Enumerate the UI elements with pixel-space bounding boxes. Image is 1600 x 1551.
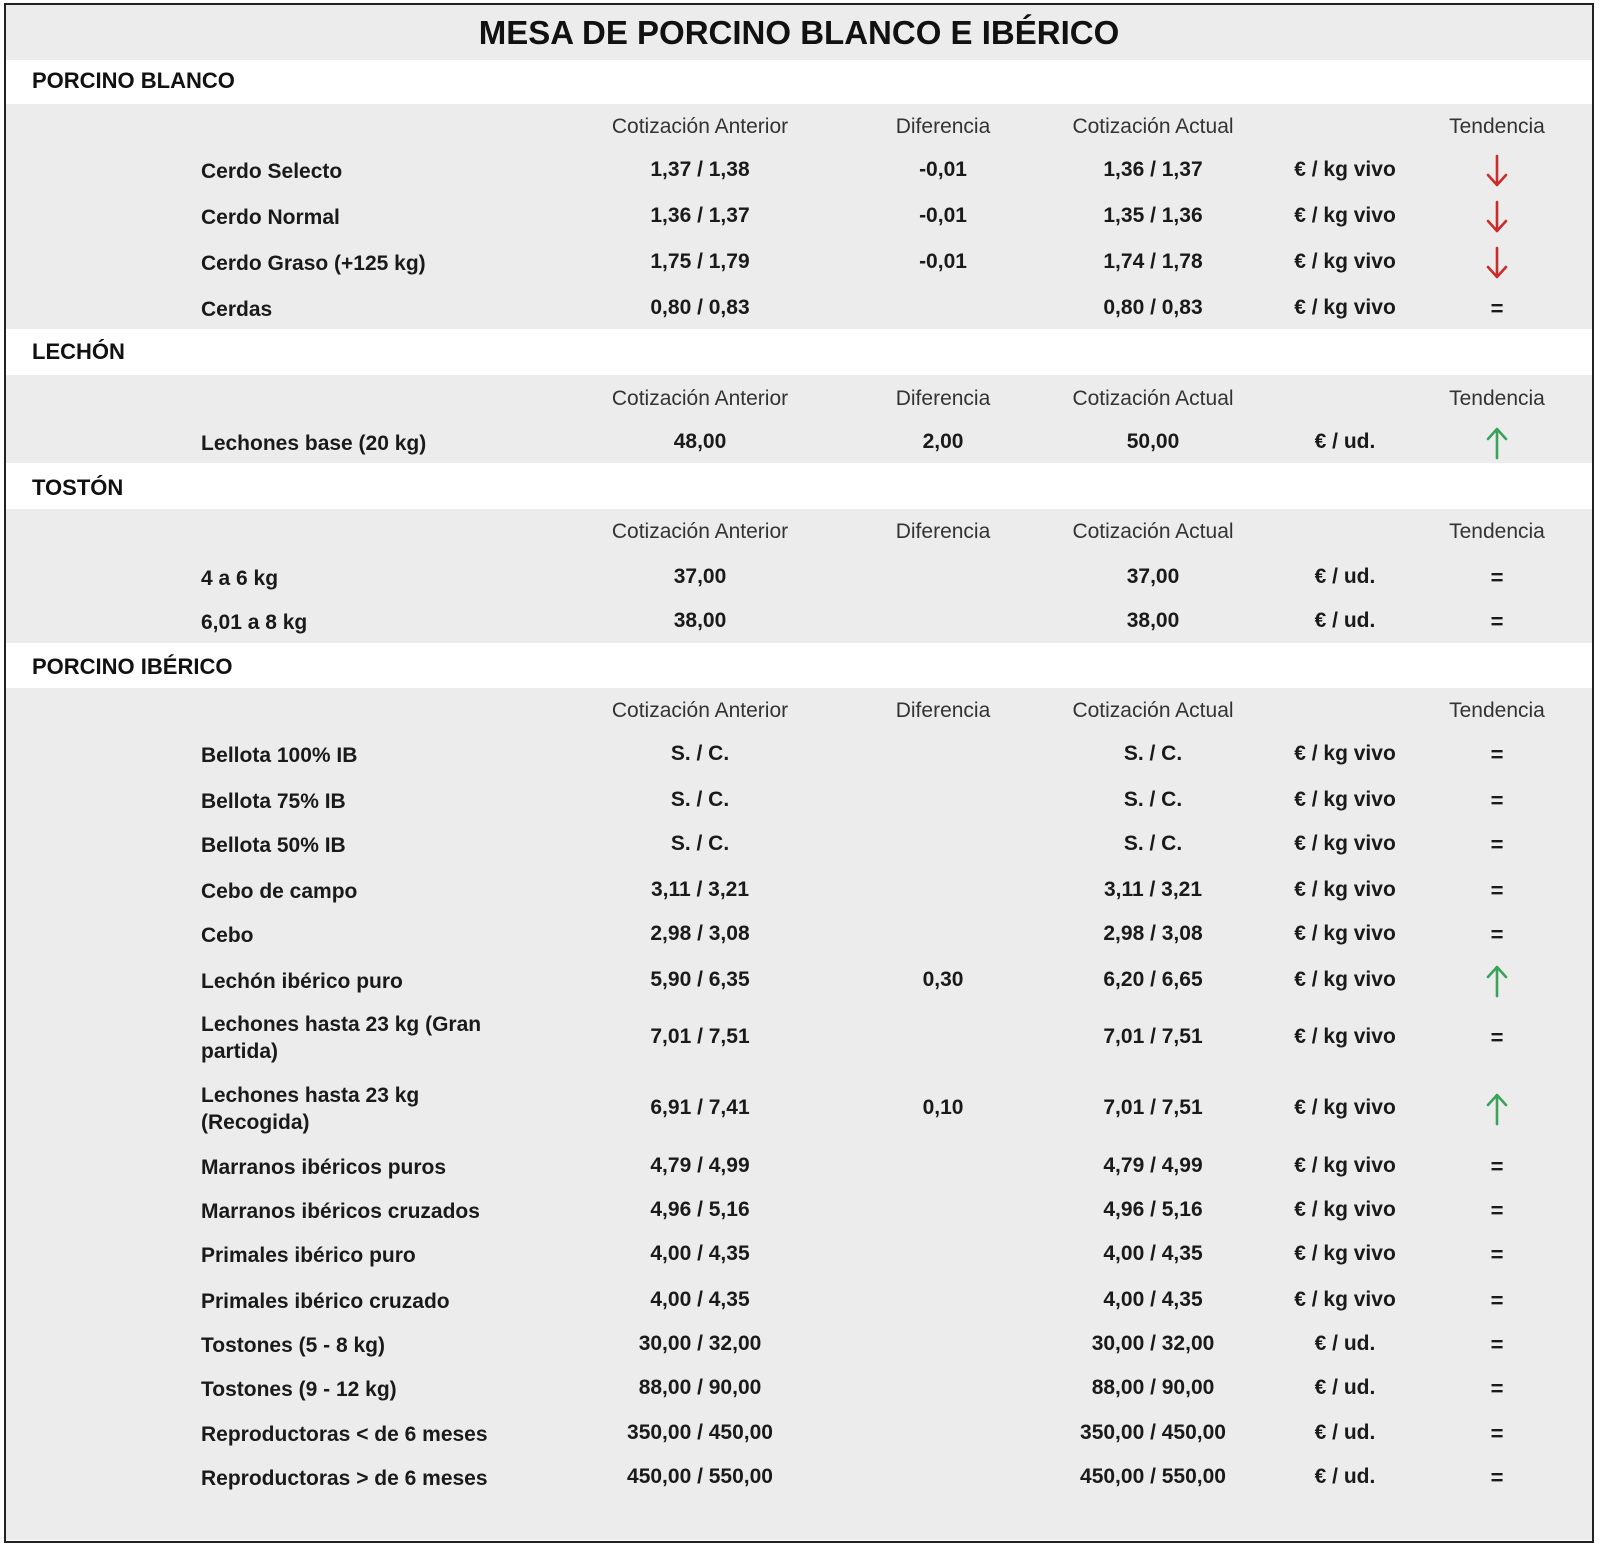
arrow-down-icon xyxy=(1485,200,1509,234)
cotizacion-actual-value: 1,35 / 1,36 xyxy=(1103,204,1203,227)
cotizacion-anterior-value: S. / C. xyxy=(670,742,730,765)
cotizacion-anterior-value: 0,80 / 0,83 xyxy=(650,296,750,319)
row-label: Tostones (9 - 12 kg) xyxy=(201,1378,397,1401)
cotizacion-anterior-value: 88,00 / 90,00 xyxy=(638,1376,762,1399)
trend-equal: = xyxy=(1490,1332,1504,1357)
header-diferencia: Diferencia xyxy=(895,387,991,410)
header-diferencia: Diferencia xyxy=(895,520,991,543)
cotizacion-anterior-value: 38,00 xyxy=(673,609,727,632)
section-title: PORCINO BLANCO xyxy=(32,68,235,93)
row-label: Reproductoras < de 6 meses xyxy=(201,1423,488,1446)
page-title: MESA DE PORCINO BLANCO E IBÉRICO xyxy=(6,5,1592,60)
cotizacion-anterior-value: 3,11 / 3,21 xyxy=(650,878,750,901)
row-label: Marranos ibéricos cruzados xyxy=(201,1200,480,1223)
arrow-up-icon xyxy=(1485,426,1509,460)
cotizacion-anterior-value: 4,96 / 5,16 xyxy=(650,1198,750,1221)
trend-equal: = xyxy=(1490,1465,1504,1490)
trend-equal: = xyxy=(1490,832,1504,857)
header-cotizacion-anterior: Cotización Anterior xyxy=(611,699,789,722)
unit-label: € / ud. xyxy=(1314,1421,1376,1444)
row-label: Marranos ibéricos puros xyxy=(201,1156,447,1179)
header-cotizacion-anterior: Cotización Anterior xyxy=(611,115,789,138)
cotizacion-anterior-value: 1,37 / 1,38 xyxy=(650,158,750,181)
row-label: Lechones base (20 kg) xyxy=(201,432,427,455)
cotizacion-anterior-value: 450,00 / 550,00 xyxy=(627,1465,773,1488)
row-label: Reproductoras > de 6 meses xyxy=(201,1467,488,1490)
cotizacion-actual-value: 1,74 / 1,78 xyxy=(1103,250,1203,273)
row-label: Cerdo Normal xyxy=(201,206,340,229)
cotizacion-actual-value: 30,00 / 32,00 xyxy=(1091,1332,1215,1355)
header-tendencia: Tendencia xyxy=(1449,699,1545,722)
unit-label: € / kg vivo xyxy=(1294,832,1396,855)
header-cotizacion-anterior: Cotización Anterior xyxy=(611,520,789,543)
header-diferencia: Diferencia xyxy=(895,699,991,722)
row-label: 4 a 6 kg xyxy=(201,567,279,590)
cotizacion-actual-value: 4,00 / 4,35 xyxy=(1103,1242,1203,1265)
diferencia-value: -0,01 xyxy=(919,204,967,227)
cotizacion-actual-value: S. / C. xyxy=(1123,832,1183,855)
row-label: Primales ibérico puro xyxy=(201,1244,416,1267)
header-tendencia: Tendencia xyxy=(1449,387,1545,410)
cotizacion-actual-value: 7,01 / 7,51 xyxy=(1103,1096,1203,1119)
cotizacion-anterior-value: 7,01 / 7,51 xyxy=(650,1025,750,1048)
unit-label: € / ud. xyxy=(1314,1332,1376,1355)
unit-label: € / kg vivo xyxy=(1294,1096,1396,1119)
cotizacion-anterior-value: 30,00 / 32,00 xyxy=(638,1332,762,1355)
trend-equal: = xyxy=(1490,296,1504,321)
row-label: Bellota 75% IB xyxy=(201,790,346,813)
row-label: Cerdo Selecto xyxy=(201,160,343,183)
cotizacion-anterior-value: 2,98 / 3,08 xyxy=(650,922,750,945)
cotizacion-actual-value: 88,00 / 90,00 xyxy=(1091,1376,1215,1399)
unit-label: € / kg vivo xyxy=(1294,158,1396,181)
arrow-up-icon xyxy=(1485,964,1509,998)
cotizacion-anterior-value: 48,00 xyxy=(673,430,727,453)
cotizacion-anterior-value: 4,00 / 4,35 xyxy=(650,1242,750,1265)
cotizacion-anterior-value: 6,91 / 7,41 xyxy=(650,1096,750,1119)
trend-equal: = xyxy=(1490,565,1504,590)
diferencia-value: -0,01 xyxy=(919,158,967,181)
cotizacion-actual-value: S. / C. xyxy=(1123,788,1183,811)
arrow-up-icon xyxy=(1485,1092,1509,1126)
cotizacion-actual-value: 6,20 / 6,65 xyxy=(1103,968,1203,991)
cotizacion-anterior-value: 1,75 / 1,79 xyxy=(650,250,750,273)
row-label: Cerdo Graso (+125 kg) xyxy=(201,252,426,275)
diferencia-value: 0,10 xyxy=(922,1096,964,1119)
trend-equal: = xyxy=(1490,1421,1504,1446)
diferencia-value: -0,01 xyxy=(919,250,967,273)
unit-label: € / kg vivo xyxy=(1294,296,1396,319)
header-cotizacion-actual: Cotización Actual xyxy=(1072,520,1234,543)
cotizacion-actual-value: 1,36 / 1,37 xyxy=(1103,158,1203,181)
trend-equal: = xyxy=(1490,878,1504,903)
cotizacion-actual-value: 0,80 / 0,83 xyxy=(1103,296,1203,319)
unit-label: € / ud. xyxy=(1314,430,1376,453)
unit-label: € / ud. xyxy=(1314,1376,1376,1399)
trend-equal: = xyxy=(1490,1198,1504,1223)
unit-label: € / ud. xyxy=(1314,1465,1376,1488)
row-label: Lechón ibérico puro xyxy=(201,970,403,993)
row-label: Cebo xyxy=(201,924,254,947)
section-title: TOSTÓN xyxy=(32,475,124,500)
trend-equal: = xyxy=(1490,788,1504,813)
cotizacion-actual-value: 50,00 xyxy=(1126,430,1180,453)
trend-equal: = xyxy=(1490,609,1504,634)
cotizacion-anterior-value: S. / C. xyxy=(670,788,730,811)
cotizacion-actual-value: 37,00 xyxy=(1126,565,1180,588)
cotizacion-actual-value: 7,01 / 7,51 xyxy=(1103,1025,1203,1048)
trend-equal: = xyxy=(1490,1154,1504,1179)
diferencia-value: 0,30 xyxy=(922,968,964,991)
unit-label: € / kg vivo xyxy=(1294,1154,1396,1177)
unit-label: € / kg vivo xyxy=(1294,878,1396,901)
row-label: Cerdas xyxy=(201,298,273,321)
cotizacion-actual-value: 450,00 / 550,00 xyxy=(1080,1465,1226,1488)
cotizacion-anterior-value: S. / C. xyxy=(670,832,730,855)
row-label: Cebo de campo xyxy=(201,880,358,903)
unit-label: € / ud. xyxy=(1314,565,1376,588)
header-cotizacion-actual: Cotización Actual xyxy=(1072,699,1234,722)
unit-label: € / kg vivo xyxy=(1294,204,1396,227)
cotizacion-actual-value: 38,00 xyxy=(1126,609,1180,632)
cotizacion-anterior-value: 5,90 / 6,35 xyxy=(650,968,750,991)
trend-equal: = xyxy=(1490,742,1504,767)
unit-label: € / kg vivo xyxy=(1294,1025,1396,1048)
header-cotizacion-actual: Cotización Actual xyxy=(1072,115,1234,138)
price-table-sheet xyxy=(4,3,1594,1543)
trend-equal: = xyxy=(1490,1376,1504,1401)
cotizacion-anterior-value: 4,00 / 4,35 xyxy=(650,1288,750,1311)
trend-equal: = xyxy=(1490,1025,1504,1050)
cotizacion-actual-value: 4,00 / 4,35 xyxy=(1103,1288,1203,1311)
trend-equal: = xyxy=(1490,1288,1504,1313)
cotizacion-actual-value: S. / C. xyxy=(1123,742,1183,765)
header-cotizacion-anterior: Cotización Anterior xyxy=(611,387,789,410)
cotizacion-anterior-value: 37,00 xyxy=(673,565,727,588)
row-label: Lechones hasta 23 kg (Gran partida) xyxy=(201,1013,482,1063)
row-label: Tostones (5 - 8 kg) xyxy=(201,1334,385,1357)
arrow-down-icon xyxy=(1485,246,1509,280)
cotizacion-anterior-value: 1,36 / 1,37 xyxy=(650,204,750,227)
arrow-down-icon xyxy=(1485,154,1509,188)
header-cotizacion-actual: Cotización Actual xyxy=(1072,387,1234,410)
unit-label: € / kg vivo xyxy=(1294,968,1396,991)
cotizacion-actual-value: 4,96 / 5,16 xyxy=(1103,1198,1203,1221)
row-label: Bellota 50% IB xyxy=(201,834,346,857)
unit-label: € / kg vivo xyxy=(1294,742,1396,765)
header-diferencia: Diferencia xyxy=(895,115,991,138)
unit-label: € / ud. xyxy=(1314,609,1376,632)
unit-label: € / kg vivo xyxy=(1294,1288,1396,1311)
section-title: LECHÓN xyxy=(32,339,125,364)
header-tendencia: Tendencia xyxy=(1449,115,1545,138)
unit-label: € / kg vivo xyxy=(1294,1198,1396,1221)
row-label: 6,01 a 8 kg xyxy=(201,611,308,634)
diferencia-value: 2,00 xyxy=(922,430,964,453)
cotizacion-actual-value: 350,00 / 450,00 xyxy=(1080,1421,1226,1444)
cotizacion-anterior-value: 350,00 / 450,00 xyxy=(627,1421,773,1444)
row-label: Lechones hasta 23 kg (Recogida) xyxy=(201,1084,420,1134)
unit-label: € / kg vivo xyxy=(1294,1242,1396,1265)
row-label: Primales ibérico cruzado xyxy=(201,1290,450,1313)
header-tendencia: Tendencia xyxy=(1449,520,1545,543)
cotizacion-anterior-value: 4,79 / 4,99 xyxy=(650,1154,750,1177)
unit-label: € / kg vivo xyxy=(1294,250,1396,273)
trend-equal: = xyxy=(1490,1242,1504,1267)
section-title: PORCINO IBÉRICO xyxy=(32,654,233,679)
cotizacion-actual-value: 3,11 / 3,21 xyxy=(1103,878,1203,901)
unit-label: € / kg vivo xyxy=(1294,922,1396,945)
trend-equal: = xyxy=(1490,922,1504,947)
unit-label: € / kg vivo xyxy=(1294,788,1396,811)
cotizacion-actual-value: 2,98 / 3,08 xyxy=(1103,922,1203,945)
row-label: Bellota 100% IB xyxy=(201,744,358,767)
cotizacion-actual-value: 4,79 / 4,99 xyxy=(1103,1154,1203,1177)
